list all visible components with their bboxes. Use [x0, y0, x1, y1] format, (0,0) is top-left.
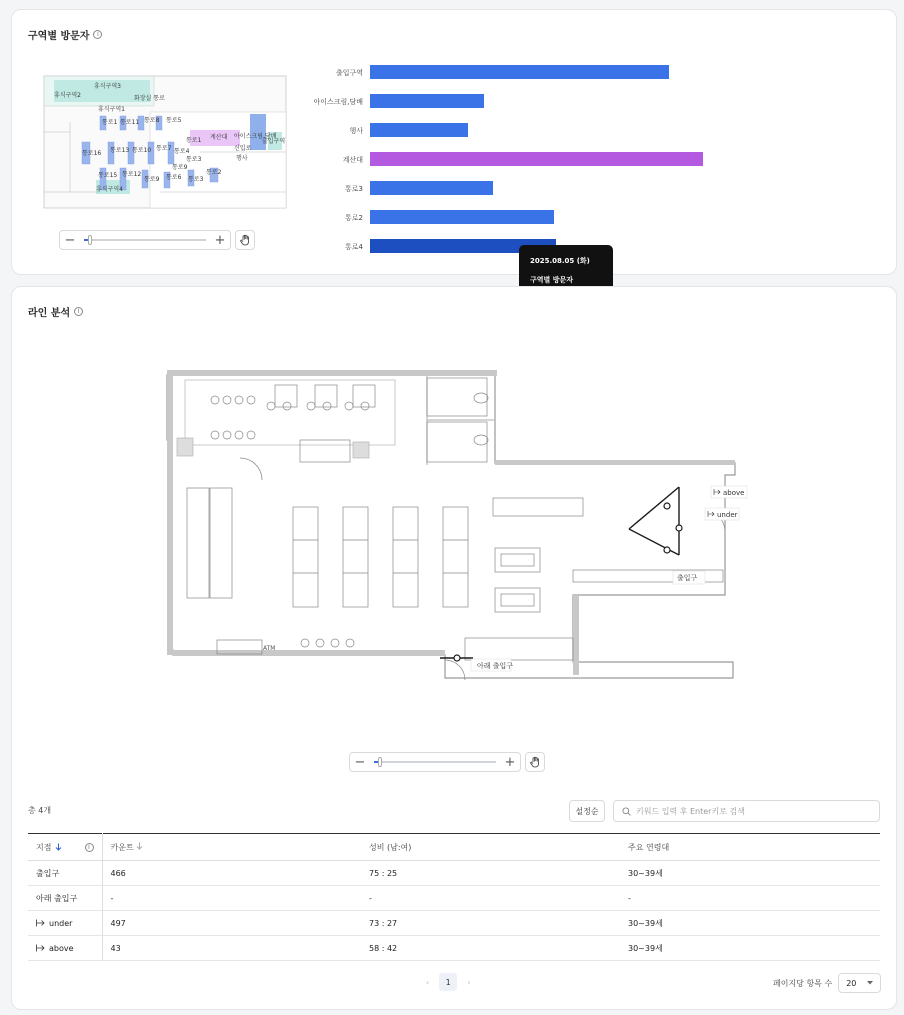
bar[interactable]: [370, 152, 703, 166]
tooltip-title: 구역별 방문자: [530, 276, 574, 284]
bar[interactable]: [370, 123, 468, 137]
cell-count: 43: [102, 936, 361, 961]
table-row[interactable]: [28, 861, 880, 886]
per-page-label: 페이지당 항목 수: [773, 978, 833, 988]
pan-hand-button[interactable]: [525, 752, 545, 772]
cell-count: 497: [102, 911, 361, 936]
zoom-slider-box: [349, 752, 521, 772]
total-count: 총 4개: [28, 806, 52, 815]
zoom-slider-box: [59, 230, 231, 250]
zone-label: 통로9: [172, 164, 188, 171]
zoom-in-button[interactable]: +: [214, 232, 226, 248]
bar-label: 통로3: [345, 185, 363, 193]
zone-visitors-title-row: [28, 27, 102, 42]
zone-label: 통로5: [166, 117, 182, 124]
info-icon[interactable]: i: [85, 843, 94, 852]
cell-point: [28, 911, 102, 936]
page-number[interactable]: 1: [439, 973, 457, 991]
info-icon[interactable]: i: [74, 307, 83, 316]
zone-label: 통로3: [188, 176, 204, 183]
zone-label: 통로1: [186, 137, 202, 144]
table-row[interactable]: [28, 911, 880, 936]
zoom-out-button[interactable]: −: [64, 232, 76, 248]
bar-label: 아이스크림,담배: [313, 98, 363, 106]
atm-label: ATM: [263, 645, 276, 652]
zoom-out-button[interactable]: −: [354, 754, 366, 770]
zone-label: 휴식구역4: [96, 186, 124, 193]
zone-label: 출입구역: [262, 138, 286, 145]
line-analysis-title: 라인 분석: [28, 308, 71, 319]
point-name: 아래 출입구: [36, 893, 78, 903]
entrance-label: 출입구: [677, 574, 698, 582]
sort-desc-icon[interactable]: [55, 843, 62, 851]
point-name: 출입구: [36, 868, 60, 878]
zone-label: 통로15: [98, 172, 118, 179]
zone-label: 아이스크림,담배: [234, 133, 277, 140]
header-point[interactable]: [28, 834, 102, 861]
entry-line-icon: [36, 944, 45, 952]
info-icon[interactable]: i: [93, 30, 102, 39]
cell-point: [28, 886, 102, 911]
zone-label: 통로7: [156, 145, 172, 152]
floor-plan[interactable]: [165, 370, 745, 695]
cell-age: 30~39세: [620, 861, 880, 886]
zone-label: 통로2: [206, 169, 222, 176]
cell-gender: -: [361, 886, 620, 911]
zone-label: 통로11: [120, 119, 140, 126]
zone-visitors-title: 구역별 방문자: [28, 31, 90, 42]
sort-icon[interactable]: [136, 842, 143, 850]
header-point-label: 지점: [36, 842, 52, 852]
point-name: under: [49, 918, 73, 928]
header-count[interactable]: [102, 834, 361, 861]
hand-icon: [529, 756, 541, 768]
zone-minimap[interactable]: [40, 72, 290, 212]
bar-label: 통로2: [345, 214, 363, 222]
next-page-icon[interactable]: ›: [467, 977, 471, 987]
entry-line-icon: [36, 919, 45, 927]
header-age: 주요 연령대: [620, 834, 880, 861]
bar-label: 출입구역: [335, 69, 363, 77]
per-page-control: [773, 973, 881, 993]
pan-hand-button[interactable]: [235, 230, 255, 250]
hand-icon: [239, 234, 251, 246]
table-header-row: [28, 834, 880, 861]
bar-label: 계산대: [342, 156, 363, 164]
floor-zoom-controls: [349, 752, 545, 772]
zone-label: 휴식구역1: [98, 106, 126, 113]
zone-label: 통로10: [132, 147, 152, 154]
zone-label: 계산대: [210, 134, 228, 141]
tooltip-date: 2025.08.05 (화): [530, 257, 590, 265]
above-label: above: [723, 489, 745, 497]
prev-page-icon[interactable]: ‹: [426, 977, 430, 987]
cell-point: [28, 936, 102, 961]
bar[interactable]: [370, 65, 669, 79]
zone-label: 통로16: [82, 150, 102, 157]
per-page-value: 20: [846, 978, 857, 988]
zone-label: 화장실 통로: [134, 95, 165, 102]
zone-label: 통로13: [110, 147, 130, 154]
line-analysis-title-row: [28, 304, 83, 319]
bar-label: 행사: [349, 127, 363, 135]
zone-label: 휴식구역3: [94, 83, 122, 90]
bar[interactable]: [370, 94, 484, 108]
cell-point: [28, 861, 102, 886]
cell-gender: 75 : 25: [361, 861, 620, 886]
cell-age: 30~39세: [620, 936, 880, 961]
header-gender: 성비 (남:여): [361, 834, 620, 861]
zone-label: 행사: [236, 155, 248, 162]
search-box: [613, 800, 880, 822]
counting-lines[interactable]: [440, 487, 679, 658]
bar[interactable]: [370, 181, 493, 195]
table-row[interactable]: [28, 936, 880, 961]
zoom-in-button[interactable]: +: [504, 754, 516, 770]
cell-count: 466: [102, 861, 361, 886]
zoom-slider[interactable]: [80, 231, 210, 249]
per-page-select[interactable]: [838, 973, 881, 993]
search-input[interactable]: [636, 807, 866, 816]
pagination: [426, 973, 470, 991]
bar[interactable]: [370, 210, 554, 224]
point-name: above: [49, 943, 74, 953]
zoom-slider[interactable]: [370, 753, 500, 771]
zone-label: 통로3: [186, 156, 202, 163]
zone-label: 통로1: [102, 119, 118, 126]
minimap-zoom-controls: [59, 230, 255, 250]
bar-label: 통로4: [345, 243, 363, 251]
zone-label: 통로4: [174, 148, 190, 155]
cell-age: 30~39세: [620, 911, 880, 936]
zone-label: 신입로: [234, 145, 252, 152]
lower-entrance-label: 아래 출입구: [477, 662, 514, 670]
zone-label: 통로8: [144, 117, 160, 124]
cell-gender: 73 : 27: [361, 911, 620, 936]
cell-count: -: [102, 886, 361, 911]
search-icon: [622, 807, 631, 816]
cell-gender: 58 : 42: [361, 936, 620, 961]
line-table: [28, 833, 880, 961]
table-row[interactable]: [28, 886, 880, 911]
chevron-down-icon: [867, 981, 873, 985]
under-label: under: [717, 511, 738, 519]
header-count-label: 카운트: [110, 842, 134, 852]
zone-label: 통로12: [122, 171, 142, 178]
sort-button[interactable]: 설정순: [569, 800, 605, 822]
cell-age: -: [620, 886, 880, 911]
zone-label: 휴식구역2: [54, 92, 82, 99]
zone-label: 통로6: [166, 174, 182, 181]
zone-label: 통로9: [144, 176, 160, 183]
